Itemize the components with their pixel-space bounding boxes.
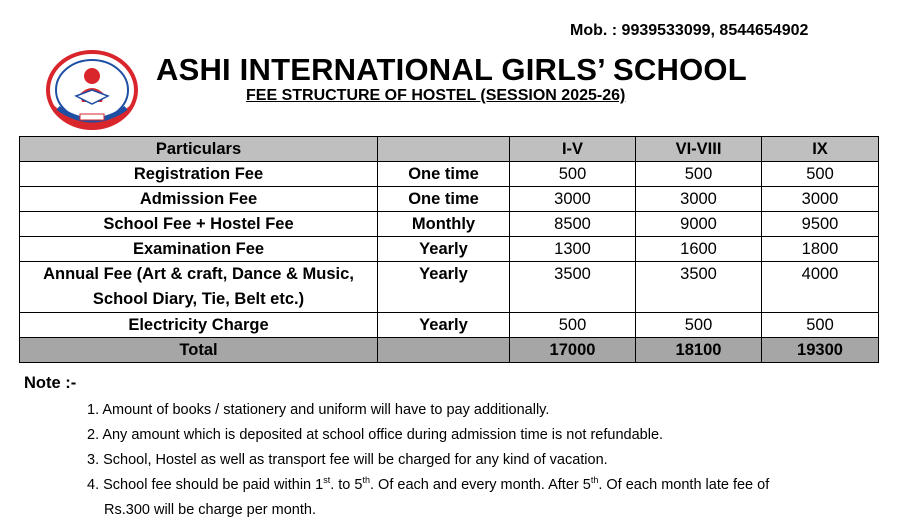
note-superscript: th: [362, 475, 370, 486]
frequency-cell: One time: [378, 162, 510, 187]
table-header-row: [20, 137, 879, 162]
note-superscript: th: [590, 475, 599, 486]
total-cell: 18100: [636, 338, 762, 363]
table-row: [20, 162, 879, 187]
table-row: [20, 313, 879, 338]
fee-cell: 4000: [762, 262, 879, 313]
fee-cell: 3000: [636, 187, 762, 212]
table-row: [20, 237, 879, 262]
fee-table: [19, 136, 879, 363]
frequency-cell: Yearly: [378, 237, 510, 262]
frequency-cell: Yearly: [378, 262, 510, 313]
table-row: [20, 187, 879, 212]
column-header: IX: [762, 137, 879, 162]
fee-cell: 1600: [636, 237, 762, 262]
column-header: Particulars: [20, 137, 378, 162]
fee-cell: 500: [636, 313, 762, 338]
fee-cell: 500: [762, 162, 879, 187]
notes-title: Note :-: [24, 374, 77, 392]
fee-cell: 8500: [510, 212, 636, 237]
total-cell: 19300: [762, 338, 879, 363]
fee-cell: 3000: [510, 187, 636, 212]
school-name: ASHI INTERNATIONAL GIRLS’ SCHOOL: [156, 52, 747, 87]
note-text: . Of each month late fee of: [598, 477, 770, 493]
frequency-cell: One time: [378, 187, 510, 212]
school-crest-icon: [44, 46, 140, 130]
total-cell: 17000: [510, 338, 636, 363]
note-item-continuation: Rs.300 will be charge per month.: [104, 502, 316, 518]
column-header: VI-VIII: [636, 137, 762, 162]
table-row: [20, 262, 879, 313]
particular-cell: Admission Fee: [20, 187, 378, 212]
fee-cell: 3000: [762, 187, 879, 212]
column-header: I-V: [510, 137, 636, 162]
note-text: 4. School fee should be paid within 1: [87, 477, 324, 493]
particular-cell: Examination Fee: [20, 237, 378, 262]
fee-cell: 3500: [510, 262, 636, 313]
note-item: 2. Any amount which is deposited at school office during admission time is not refundable.: [87, 427, 664, 443]
fee-cell: 3500: [636, 262, 762, 313]
note-item: [87, 473, 877, 498]
particular-cell: Electricity Charge: [20, 313, 378, 338]
fee-cell: 9000: [636, 212, 762, 237]
note-text: . Of each and every month. After 5: [369, 477, 591, 493]
frequency-cell: Monthly: [378, 212, 510, 237]
particular-cell: Registration Fee: [20, 162, 378, 187]
note-text: . to 5: [330, 477, 363, 493]
total-row: [20, 338, 879, 363]
fee-cell: 500: [636, 162, 762, 187]
frequency-cell: Yearly: [378, 313, 510, 338]
fee-cell: 9500: [762, 212, 879, 237]
note-superscript: st: [323, 475, 331, 486]
fee-cell: 1800: [762, 237, 879, 262]
total-label: Total: [20, 338, 378, 363]
particular-cell: School Fee + Hostel Fee: [20, 212, 378, 237]
total-frequency-cell: [378, 338, 510, 363]
note-item: 1. Amount of books / stationery and uniform will have to pay additionally.: [87, 402, 550, 418]
table-row: [20, 212, 879, 237]
fee-cell: 500: [510, 313, 636, 338]
particular-cell: Annual Fee (Art & craft, Dance & Music, School Diary, Tie, Belt etc.): [20, 262, 378, 313]
school-logo: [44, 46, 140, 130]
fee-cell: 1300: [510, 237, 636, 262]
column-header: [378, 137, 510, 162]
note-item: 3. School, Hostel as well as transport fee will be charged for any kind of vacation.: [87, 452, 608, 468]
mobile-number: Mob. : 9939533099, 8544654902: [570, 22, 809, 39]
notes-list: [87, 398, 877, 523]
page-subtitle: FEE STRUCTURE OF HOSTEL (SESSION 2025-26): [246, 87, 626, 104]
fee-cell: 500: [510, 162, 636, 187]
fee-cell: 500: [762, 313, 879, 338]
